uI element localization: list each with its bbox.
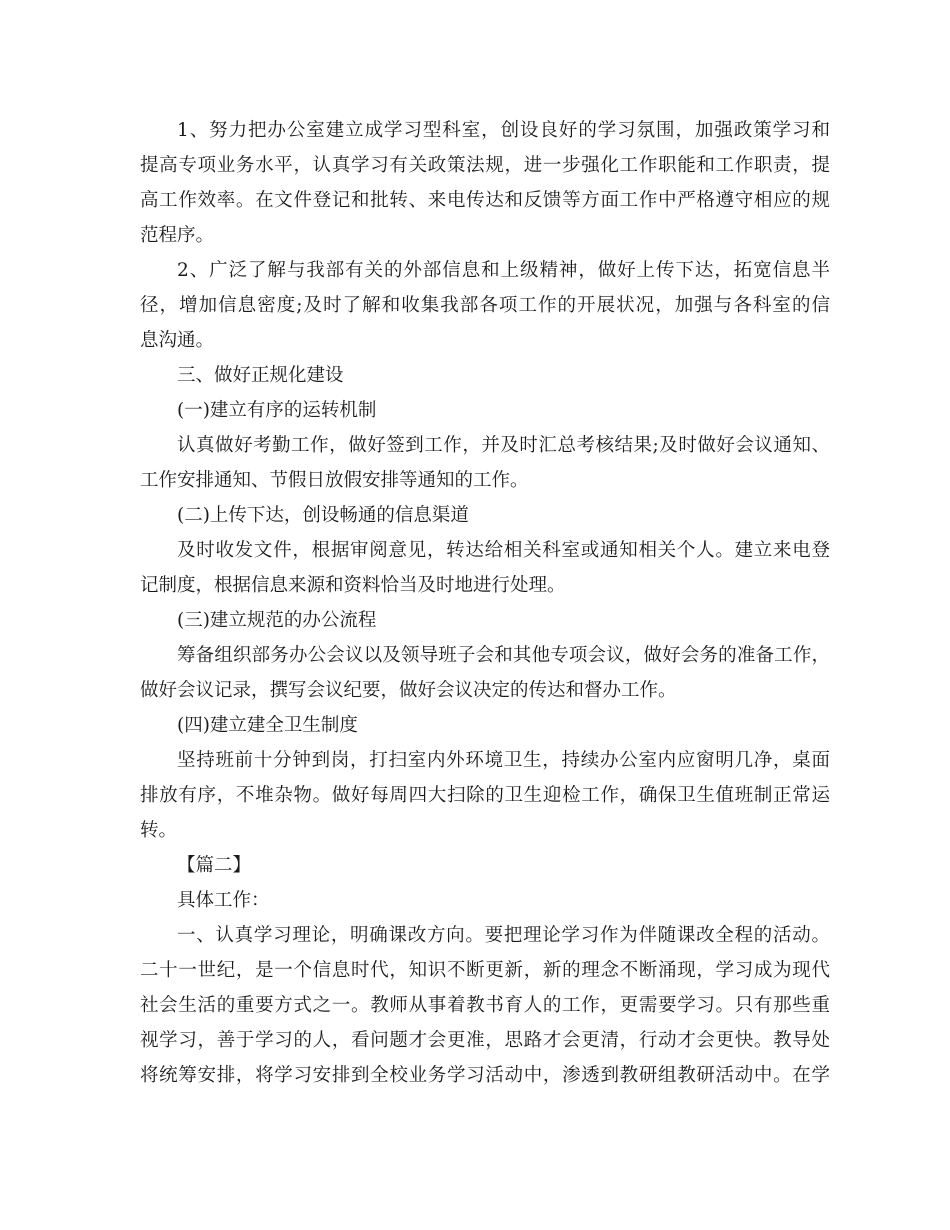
text-line: 视学习，善于学习的人，看问题才会更准，思路才会更清，行动才会更快。教导处 (140, 1030, 830, 1051)
text-line: 二十一世纪，是一个信息时代，知识不断更新，新的理念不断涌现，学习成为现代 (140, 960, 830, 981)
heading-line: (三)建立规范的办公流程 (177, 610, 377, 631)
paragraph-attendance (140, 428, 830, 498)
heading-line: (一)建立有序的运转机制 (177, 400, 377, 421)
text-line: 范程序。 (140, 225, 215, 246)
paragraph-office-learning (140, 113, 830, 253)
paragraph-hygiene (140, 743, 830, 848)
text-line: 高工作效率。在文件登记和批转、来电传达和反馈等方面工作中严格遵守相应的规 (140, 190, 830, 211)
text-line: 坚持班前十分钟到岗，打扫室内外环境卫生，持续办公室内应窗明几净，桌面 (177, 750, 830, 771)
subsection-heading (140, 498, 830, 533)
paragraph-meetings (140, 638, 830, 708)
text-line: 一、认真学习理论，明确课改方向。要把理论学习作为伴随课改全程的活动。 (177, 925, 830, 946)
document-body (140, 113, 830, 1093)
subsection-heading (140, 393, 830, 428)
text-line: 做好会议记录，撰写会议纪要，做好会议决定的传达和督办工作。 (140, 680, 677, 701)
text-line: 筹备组织部务办公会议以及领导班子会和其他专项会议，做好会务的准备工作， (177, 645, 830, 666)
heading-line: (二)上传下达，创设畅通的信息渠道 (177, 505, 469, 526)
text-line: 记制度，根据信息来源和资料恰当及时地进行处理。 (140, 575, 566, 596)
specific-work-heading (140, 883, 830, 918)
text-line: 认真做好考勤工作，做好签到工作，并及时汇总考核结果;及时做好会议通知、 (177, 435, 830, 456)
text-line: 2、广泛了解与我部有关的外部信息和上级精神，做好上传下达，拓宽信息半 (177, 260, 830, 281)
text-line: 转。 (140, 820, 178, 841)
text-line: 1、努力把办公室建立成学习型科室，创设良好的学习氛围，加强政策学习和 (177, 120, 830, 141)
heading-line: 具体工作： (177, 890, 270, 911)
subsection-heading (140, 708, 830, 743)
paragraph-documents (140, 533, 830, 603)
part-two-heading (140, 848, 830, 883)
heading-line: (四)建立建全卫生制度 (177, 715, 358, 736)
paragraph-information (140, 253, 830, 358)
text-line: 将统筹安排，将学习安排到全校业务学习活动中，渗透到教研组教研活动中。在学 (140, 1065, 830, 1086)
text-line: 工作安排通知、节假日放假安排等通知的工作。 (140, 470, 529, 491)
heading-line: 三、做好正规化建设 (177, 365, 344, 386)
text-line: 及时收发文件，根据审阅意见，转达给相关科室或通知相关个人。建立来电登 (177, 540, 830, 561)
heading-line: 【篇二】 (177, 855, 252, 876)
text-line: 径，增加信息密度;及时了解和收集我部各项工作的开展状况，加强与各科室的信 (140, 295, 830, 316)
section-heading (140, 358, 830, 393)
paragraph-theory-study (140, 918, 830, 1093)
subsection-heading (140, 603, 830, 638)
text-line: 排放有序，不堆杂物。做好每周四大扫除的卫生迎检工作，确保卫生值班制正常运 (140, 785, 830, 806)
text-line: 提高专项业务水平，认真学习有关政策法规，进一步强化工作职能和工作职责，提 (140, 155, 830, 176)
text-line: 社会生活的重要方式之一。教师从事着教书育人的工作，更需要学习。只有那些重 (140, 995, 830, 1016)
text-line: 息沟通。 (140, 330, 215, 351)
